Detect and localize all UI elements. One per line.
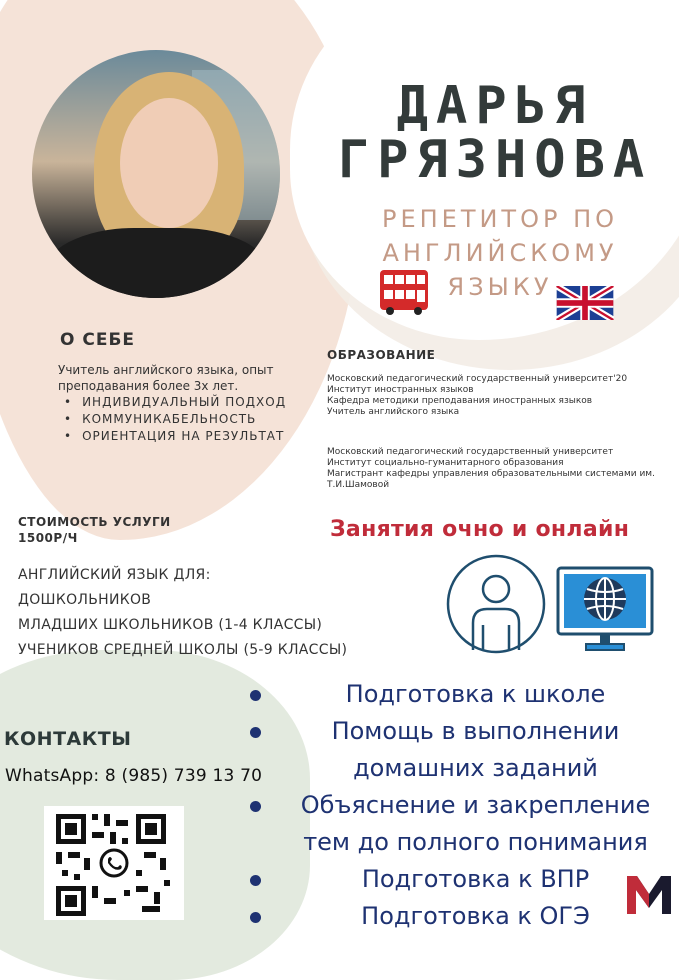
language-list [18,563,347,663]
whatsapp-contact[interactable]: WhatsApp: 8 (985) 739 13 70 [5,766,263,786]
language-intro: АНГЛИЙСКИЙ ЯЗЫК ДЛЯ: [18,567,211,583]
m-logo [625,872,673,916]
list-item: • КОММУНИКАБЕЛЬНОСТЬ [64,411,286,428]
double-decker-bus-icon [378,268,430,316]
contacts-heading: КОНТАКТЫ [4,728,132,750]
person-icon [445,553,547,655]
service-item: Подготовка к ОГЭ [240,898,679,935]
about-heading: О СЕБЕ [60,330,136,350]
bullet-icon [250,875,261,886]
list-item: ДОШКОЛЬНИКОВ [18,592,152,608]
service-item: Помощь в выполнении домашних заданий [240,713,679,787]
about-text: Учитель английского языка, опыт преподавания более 3х лет. [58,363,274,393]
about-list [64,394,286,445]
profile-photo [32,50,280,298]
education-heading: ОБРАЗОВАНИЕ [327,348,436,362]
price-value: 1500Р/Ч [18,531,78,545]
services-list [240,676,679,935]
bullet-icon [250,912,261,923]
service-item: Подготовка к школе [240,676,679,713]
subtitle-line-3: ЯЗЫКУ [447,273,553,301]
service-item: Объяснение и закрепление тем до полного понимания [240,787,679,861]
list-item: • ИНДИВИДУАЛЬНЫЙ ПОДХОД [64,394,286,411]
price-heading: СТОИМОСТЬ УСЛУГИ [18,515,171,529]
name-first: ДАРЬЯ [396,76,594,136]
list-item: УЧЕНИКОВ СРЕДНЕЙ ШКОЛЫ (5-9 КЛАССЫ) [18,642,348,658]
bullet-icon [250,690,261,701]
uk-flag-icon [556,286,614,320]
globe-monitor-icon [556,565,654,655]
subtitle-line-1: РЕПЕТИТОР ПО [381,205,619,233]
name-last: ГРЯЗНОВА [337,130,653,190]
education-block-1: Московский педагогический государственный университет'20 Институт иностранных языков Кафедра методики преподавания иностранных языков Учитель английского языка [327,374,628,417]
bullet-icon [250,801,261,812]
qr-code[interactable] [44,806,184,920]
subtitle-line-2: АНГЛИЙСКОМУ [382,239,618,267]
bullet-icon [250,727,261,738]
list-item: • ОРИЕНТАЦИЯ НА РЕЗУЛЬТАТ [64,428,286,445]
education-block-2: Московский педагогический государственный университет Институт социально-гуманитарного образования Магистрант кафедры управления образовательными системами им. Т.И.Шамовой [327,447,655,490]
lessons-title: Занятия очно и онлайн [330,517,630,542]
service-item: Подготовка к ВПР [240,861,679,898]
list-item: МЛАДШИХ ШКОЛЬНИКОВ (1-4 КЛАССЫ) [18,617,323,633]
